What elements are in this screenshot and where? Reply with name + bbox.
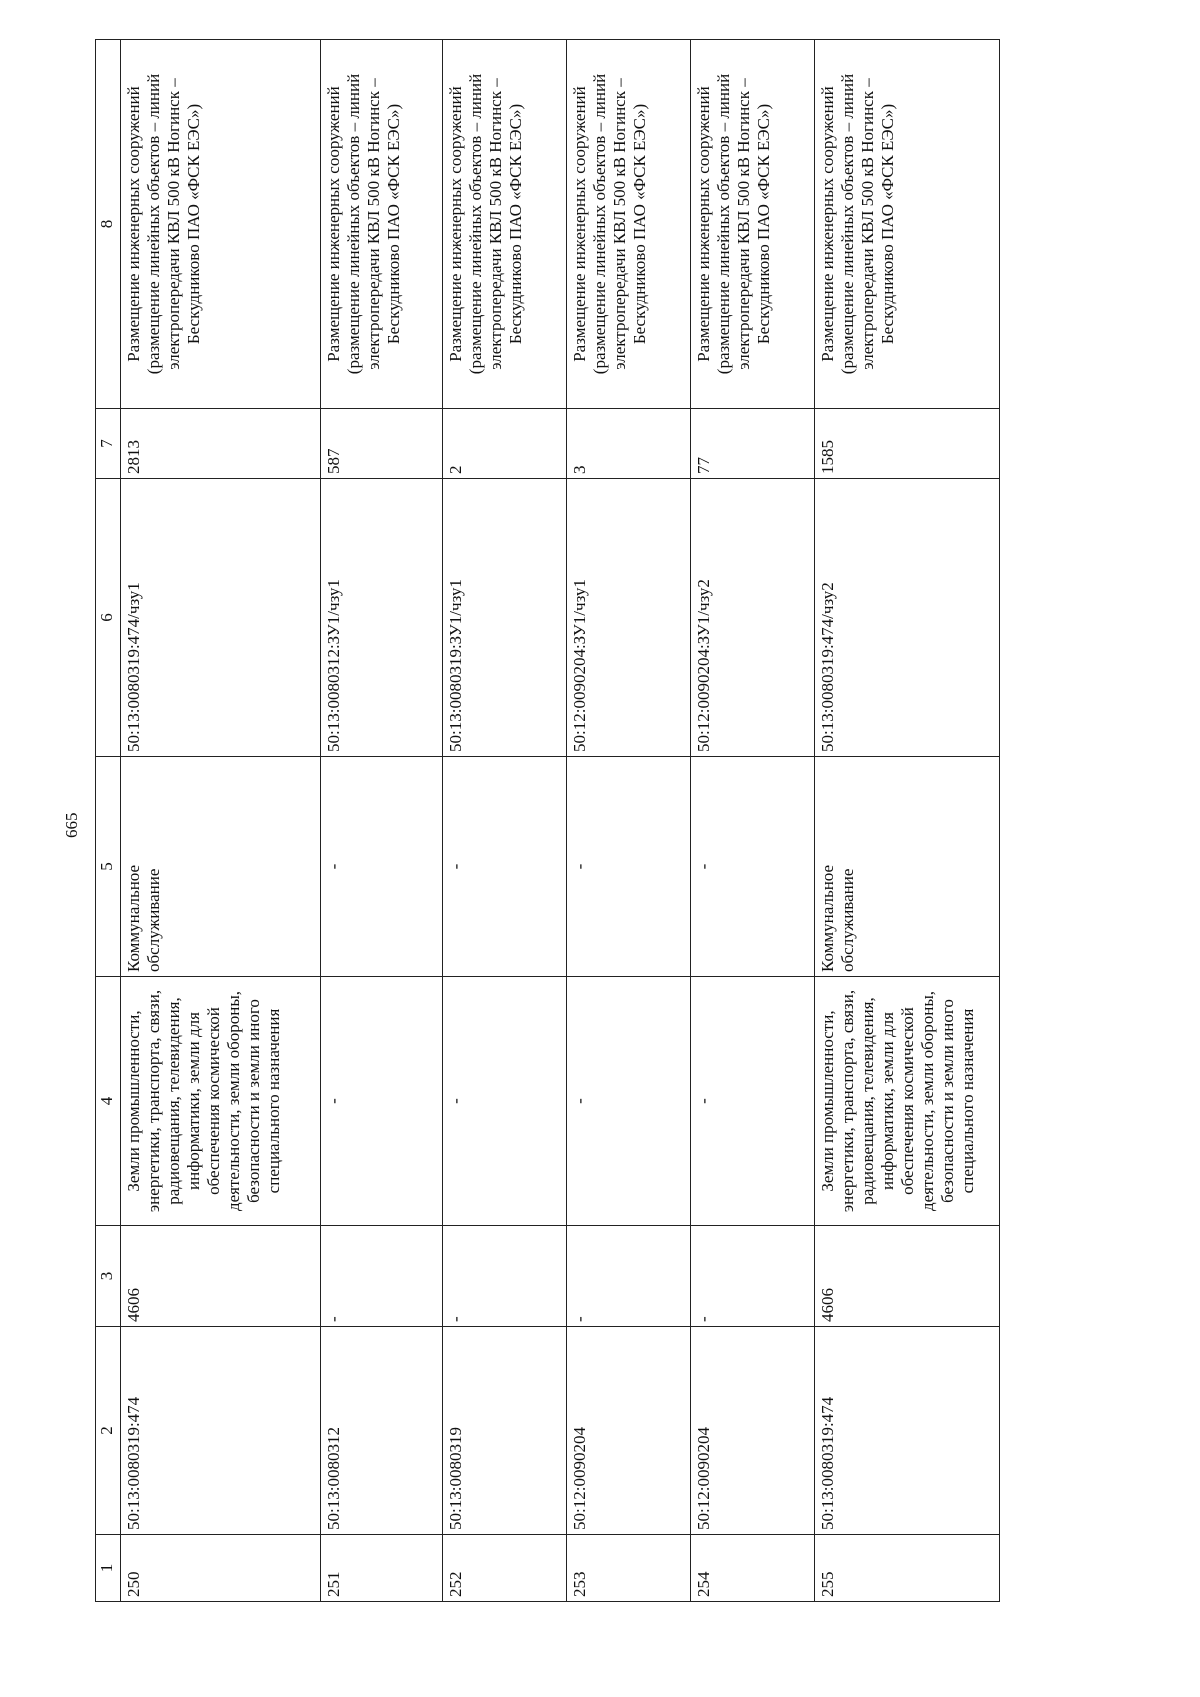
land-category: - [321, 977, 443, 1226]
table-row [691, 40, 815, 1602]
table-row [121, 40, 321, 1602]
part-number: 50:12:0090204:ЗУ1/чзу1 [567, 479, 691, 757]
table-row [321, 40, 443, 1602]
cadastral-number: 50:12:0090204 [691, 1327, 815, 1535]
permitted-use: - [691, 757, 815, 977]
cadastral-number: 50:13:0080319:474 [815, 1327, 1000, 1535]
part-number: 50:13:0080319:ЗУ1/чзу1 [443, 479, 567, 757]
part-number: 50:13:0080312:ЗУ1/чзу1 [321, 479, 443, 757]
part-area: 2813 [121, 409, 321, 479]
land-category: - [567, 977, 691, 1226]
row-number: 254 [691, 1535, 815, 1602]
col-header-3: 3 [96, 1226, 121, 1327]
permitted-use: Коммунальное обслуживание [815, 757, 1000, 977]
permitted-use: Коммунальное обслуживание [121, 757, 321, 977]
col-header-4: 4 [96, 977, 121, 1226]
purpose: Размещение инженерных сооружений (размещение линейных объектов – линий электропередачи КВЛ 500 кВ Ногинск – Бескудниково ПАО «ФСК ЕЭС») [121, 40, 321, 409]
cadastral-number: 50:13:0080319:474 [121, 1327, 321, 1535]
part-number: 50:12:0090204:ЗУ1/чзу2 [691, 479, 815, 757]
part-number: 50:13:0080319:474/чзу1 [121, 479, 321, 757]
purpose: Размещение инженерных сооружений (размещение линейных объектов – линий электропередачи КВЛ 500 кВ Ногинск – Бескудниково ПАО «ФСК ЕЭС») [567, 40, 691, 409]
cadastral-number: 50:13:0080319 [443, 1327, 567, 1535]
land-category: Земли промышленности, энергетики, транспорта, связи, радиовещания, телевидения, информатики, земли для обеспечения космической деятельности, земли обороны, безопасности и земли иного специального назначения [815, 977, 1000, 1226]
part-area: 3 [567, 409, 691, 479]
part-area: 587 [321, 409, 443, 479]
col-header-5: 5 [96, 757, 121, 977]
permitted-use: - [443, 757, 567, 977]
land-plots-table [95, 39, 1000, 1602]
cadastral-number: 50:12:0090204 [567, 1327, 691, 1535]
header-row [96, 40, 121, 1602]
area: - [567, 1226, 691, 1327]
row-number: 253 [567, 1535, 691, 1602]
purpose: Размещение инженерных сооружений (размещение линейных объектов – линий электропередачи КВЛ 500 кВ Ногинск – Бескудниково ПАО «ФСК ЕЭС») [443, 40, 567, 409]
row-number: 250 [121, 1535, 321, 1602]
col-header-1: 1 [96, 1535, 121, 1602]
col-header-7: 7 [96, 409, 121, 479]
row-number: 251 [321, 1535, 443, 1602]
area: - [443, 1226, 567, 1327]
row-number: 255 [815, 1535, 1000, 1602]
permitted-use: - [567, 757, 691, 977]
purpose: Размещение инженерных сооружений (размещение линейных объектов – линий электропередачи КВЛ 500 кВ Ногинск – Бескудниково ПАО «ФСК ЕЭС») [691, 40, 815, 409]
area: - [691, 1226, 815, 1327]
land-category: - [443, 977, 567, 1226]
part-area: 1585 [815, 409, 1000, 479]
table-row [567, 40, 691, 1602]
part-area: 77 [691, 409, 815, 479]
col-header-6: 6 [96, 479, 121, 757]
rotated-table-page [95, 40, 1000, 1602]
purpose: Размещение инженерных сооружений (размещение линейных объектов – линий электропередачи КВЛ 500 кВ Ногинск – Бескудниково ПАО «ФСК ЕЭС») [815, 40, 1000, 409]
area: - [321, 1226, 443, 1327]
col-header-8: 8 [96, 40, 121, 409]
area: 4606 [815, 1226, 1000, 1327]
permitted-use: - [321, 757, 443, 977]
page-number: 665 [62, 812, 81, 838]
land-category: Земли промышленности, энергетики, транспорта, связи, радиовещания, телевидения, информатики, земли для обеспечения космической деятельности, земли обороны, безопасности и земли иного специального назначения [121, 977, 321, 1226]
part-area: 2 [443, 409, 567, 479]
table-row [815, 40, 1000, 1602]
col-header-2: 2 [96, 1327, 121, 1535]
land-category: - [691, 977, 815, 1226]
cadastral-number: 50:13:0080312 [321, 1327, 443, 1535]
table-row [443, 40, 567, 1602]
purpose: Размещение инженерных сооружений (размещение линейных объектов – линий электропередачи КВЛ 500 кВ Ногинск – Бескудниково ПАО «ФСК ЕЭС») [321, 40, 443, 409]
part-number: 50:13:0080319:474/чзу2 [815, 479, 1000, 757]
area: 4606 [121, 1226, 321, 1327]
row-number: 252 [443, 1535, 567, 1602]
